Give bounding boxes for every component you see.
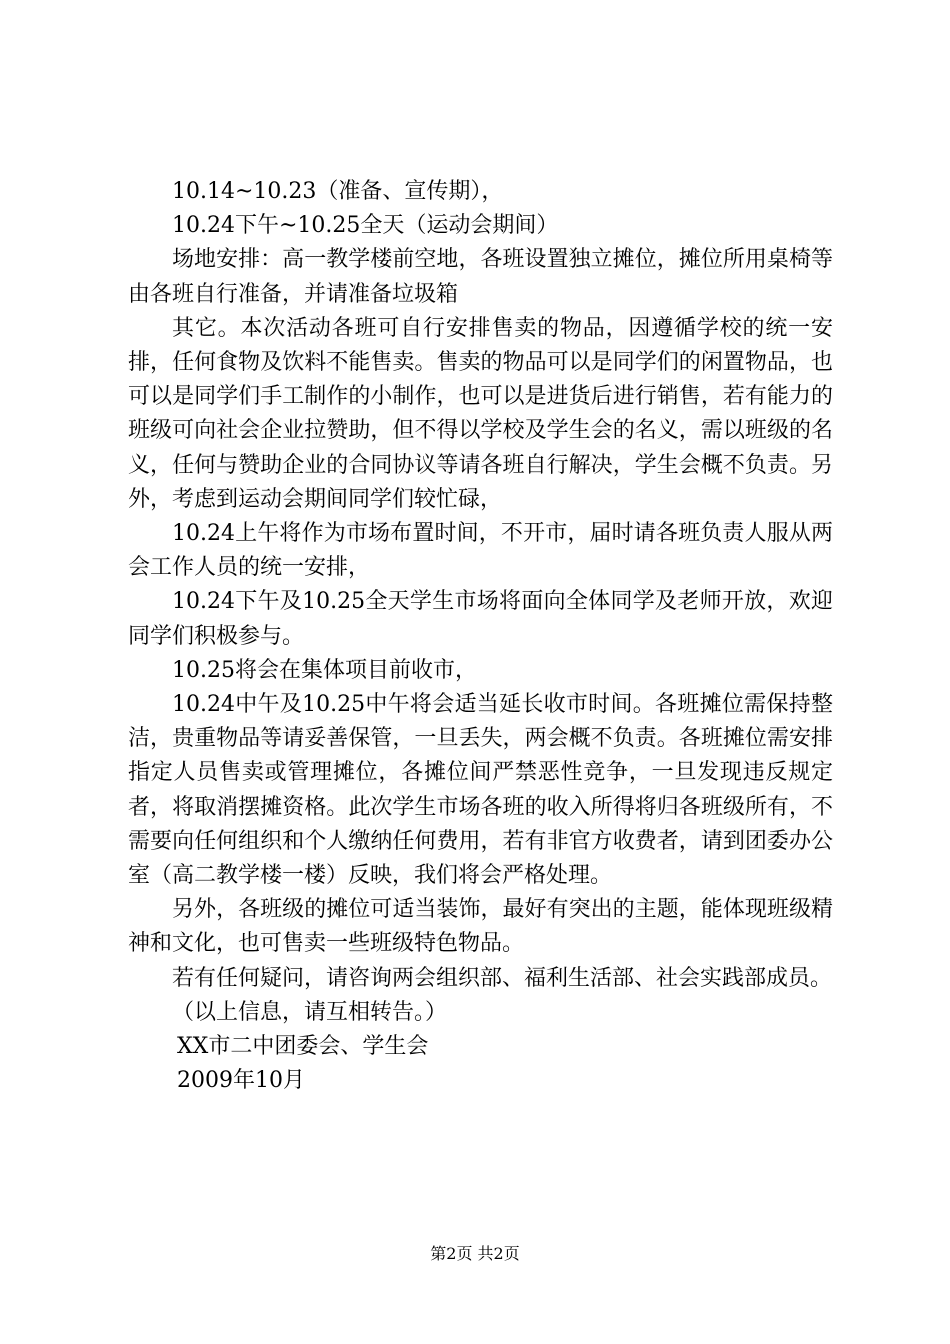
- paragraph-schedule-prep: 10.14~10.23（准备、宣传期），: [172, 179, 504, 204]
- page-number: 第2页 共2页: [430, 1244, 520, 1263]
- signature-date: 2009年10月: [177, 1068, 305, 1094]
- paragraph-schedule-sports-meet: 10.24下午~10.25全天（运动会期间）: [172, 213, 559, 239]
- page-footer: [0, 1244, 950, 1264]
- paragraph-contact: 若有任何疑问，请咨询两会组织部、福利生活部、社会实践部成员。: [172, 965, 833, 991]
- paragraph-venue: 场地安排：高一教学楼前空地，各班设置独立摊位，摊位所用桌椅等由各班自行准备，并请准备垃圾箱: [128, 247, 833, 307]
- paragraph-other-rules: 其它。本次活动各班可自行安排售卖的物品，因遵循学校的统一安排，任何食物及饮料不能售卖。售卖的物品可以是同学们的闲置物品，也可以是同学们手工制作的小制作，也可以是进货后进行销售，若有能力的班级可向社会企业拉赞助，但不得以学校及学生会的名义，需以班级的名义，任何与赞助企业的合同协议等请各班自行解决，学生会概不负责。另外，考虑到运动会期间同学们较忙碌，: [128, 315, 833, 512]
- paragraph-setup-time: 10.24上午将作为市场布置时间，不开市，届时请各班负责人服从两会工作人员的统一安排，: [128, 521, 833, 581]
- paragraph-open-time: 10.24下午及10.25全天学生市场将面向全体同学及老师开放，欢迎同学们积极参与。: [128, 589, 833, 649]
- paragraph-close-time: 10.25将会在集体项目前收市，: [172, 657, 477, 683]
- paragraph-stall-rules: 10.24中午及10.25中午将会适当延长收市时间。各班摊位需保持整洁，贵重物品等请妥善保管，一旦丢失，两会概不负责。各班摊位需安排指定人员售卖或管理摊位，各摊位间严禁恶性竞争，一旦发现违反规定者，将取消摆摊资格。此次学生市场各班的收入所得将归各班级所有，不需要向任何组织和个人缴纳任何费用，若有非官方收费者，请到团委办公室（高二教学楼一楼）反映，我们将会严格处理。: [128, 692, 833, 889]
- paragraph-decoration: 另外，各班级的摊位可适当装饰，最好有突出的主题，能体现班级精神和文化，也可售卖一些班级特色物品。: [128, 897, 833, 957]
- paragraph-share-notice: （以上信息，请互相转告。）: [172, 999, 448, 1025]
- signature-org: XX市二中团委会、学生会: [177, 1034, 429, 1060]
- document-body: [128, 175, 833, 1098]
